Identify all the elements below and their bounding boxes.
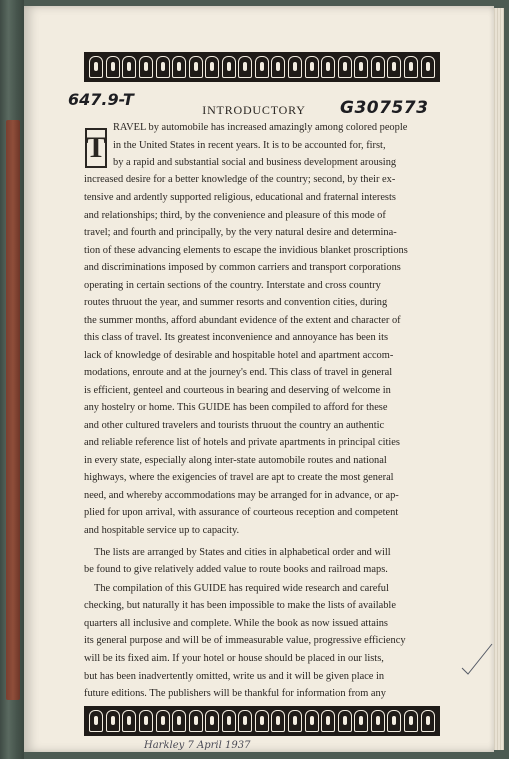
text-line: lack of knowledge of desirable and hospitable hotel and apartment accom-: [84, 350, 394, 361]
text-line: and hospitable service up to capacity.: [84, 525, 240, 536]
text-line: need, and whereby accommodations may be arranged for in advance, or ap-: [84, 490, 399, 501]
checkmark-icon: [460, 642, 494, 676]
text-line: in the United States in recent years. It is to be accounted for, first,: [113, 140, 386, 151]
text-line: future editions. The publishers will be thankful for information from any: [84, 688, 386, 699]
text-line: and discriminations imposed by common carriers and transport corporations: [84, 262, 401, 273]
text-line: be found to give relatively added value to route books and railroad maps.: [84, 564, 388, 575]
text-line: will be its fixed aim. If your hotel or house should be placed in our lists,: [84, 653, 384, 664]
spine-binding: [6, 120, 20, 700]
handwritten-accession-number: G307573: [340, 98, 429, 118]
text-line: this class of travel. Its greatest inconvenience and annoyance has been its: [84, 332, 389, 343]
text-line: The lists are arranged by States and cities in alphabetical order and will: [94, 547, 391, 558]
page-title: INTRODUCTORY: [202, 103, 306, 117]
text-line: tion of these advancing elements to escape the invidious blanket proscriptions: [84, 245, 408, 256]
text-line: any hostelry or home. This GUIDE has been compiled to afford for these: [84, 402, 388, 413]
text-line: checking, but naturally it has been impossible to make the lists of available: [84, 600, 396, 611]
drop-cap: T: [85, 128, 107, 168]
text-line: modations, enroute and at the journey's end. This class of travel in general: [84, 367, 393, 378]
text-line: the summer months, afford abundant evidence of the extent and character of: [84, 315, 401, 326]
text-line: and other cultured travelers and tourists thruout the country an authentic: [84, 420, 385, 431]
text-line: operating in certain sections of the country. Interstate and cross country: [84, 280, 381, 291]
text-line: travel; and fourth and principally, by the very natural desire and determina-: [84, 227, 397, 238]
text-line: and relationships; third, by the convenience and pleasure of this mode of: [84, 210, 386, 221]
text-line: plied for upon arrival, with assurance of courteous reception and competent: [84, 507, 399, 518]
text-line: in every state, especially along inter-state automobile routes and national: [84, 455, 387, 466]
text-line: highways, where the exigencies of travel are apt to create the most general: [84, 472, 394, 483]
text-line: quarters all inclusive and complete. While the book as now issued attains: [84, 618, 388, 629]
handwritten-signature: Harkley 7 April 1937: [144, 740, 251, 751]
text-line: and reliable reference list of hotels and private apartments in principal cities: [84, 437, 400, 448]
ornament-border-top: [84, 52, 440, 82]
book-page: [24, 6, 494, 752]
text-line: routes thruout the year, and summer resorts and convention cities, during: [84, 297, 388, 308]
text-line: its general purpose and will be of immeasurable value, progressive efficiency: [84, 635, 406, 646]
text-line: The compilation of this GUIDE has required wide research and careful: [94, 583, 389, 594]
text-line: RAVEL by automobile has increased amazingly among colored people: [113, 122, 408, 133]
text-line: tensive and ardently supported religious, educational and fraternal interests: [84, 192, 396, 203]
text-line: but has been inadvertently omitted, write us and it will be given place in: [84, 671, 385, 682]
text-line: increased desire for a better knowledge of the country; second, by their ex-: [84, 174, 396, 185]
text-line: is efficient, genteel and courteous in bearing and deserving of welcome in: [84, 385, 391, 396]
text-line: by a rapid and substantial social and business development arousing: [113, 157, 397, 168]
handwritten-call-number: 647.9-T: [68, 90, 134, 109]
ornament-border-bottom: [84, 706, 440, 736]
